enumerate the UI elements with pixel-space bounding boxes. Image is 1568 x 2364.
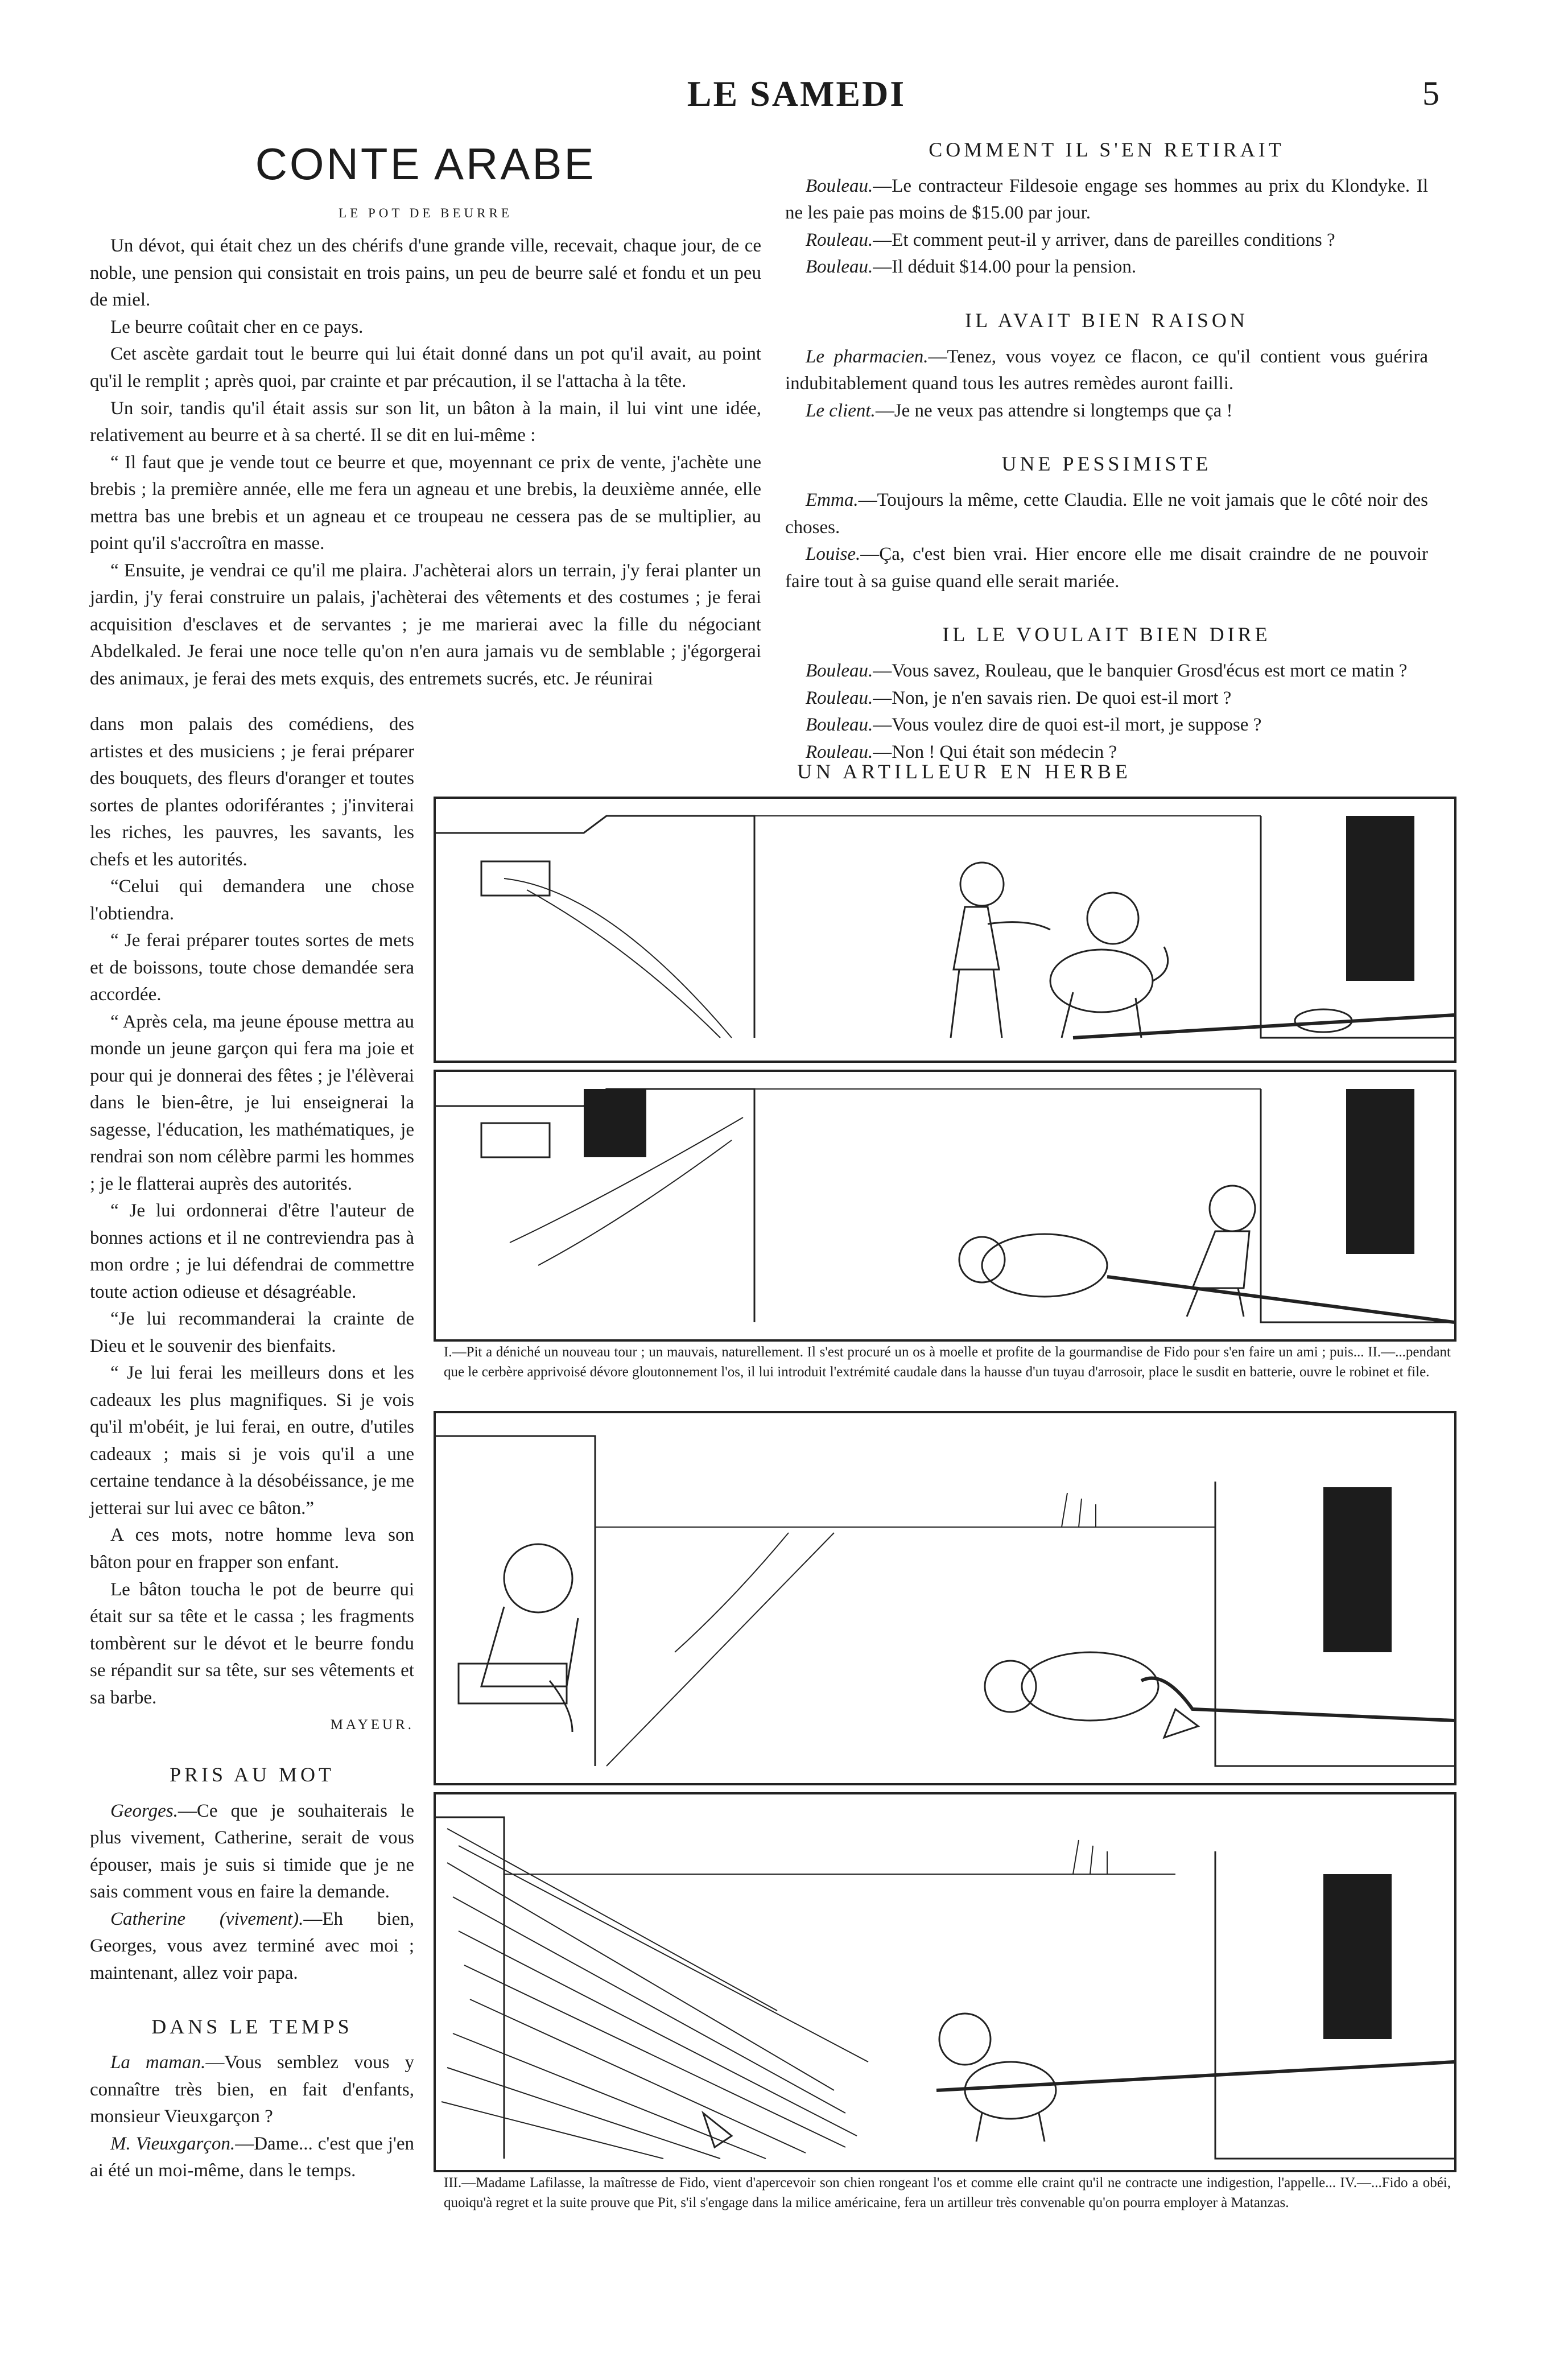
conte-signature: MAYEUR.: [330, 1717, 414, 1733]
dialogue-line: [785, 685, 1428, 712]
speech: —Non, je n'en savais rien. De quoi est-il mort ?: [873, 687, 1232, 708]
speaker: Emma.: [806, 490, 859, 511]
left-narrow-column: [90, 711, 414, 2185]
conte-paragraph: “ Ensuite, je vendrai ce qu'il me plaira. J'achèterai alors un terrain, j'y ferai planter un jardin, j'y ferai construire un palais, j'achèterai des vêtements et des costumes ; je ferai acquisition d'esclaves et de servantes ; je me marierai avec la fille du négociant Abdelkaled. Je ferai une noce telle qu'on n'en aura jamais vu de semblable ; j'égorgerai des animaux, je ferai des mets exquis, des entremets sucrés, etc. Je réunirai: [90, 560, 761, 689]
conte-paragraph: dans mon palais des comédiens, des artistes et des musiciens ; je ferai préparer des bouquets, des fleurs d'oranger et toutes sortes de plantes odoriférantes ; j'inviterai les riches, les pauvres, les savants, les chefs et les autorités.: [90, 714, 414, 870]
conte-paragraph: “ Je lui ordonnerai d'être l'auteur de bonnes actions et il ne contreviendra pas à mon ordre ; je lui défendrai de commettre toute action odieuse et désagréable.: [90, 1200, 414, 1302]
conte-paragraph: Le beurre coûtait cher en ce pays.: [110, 316, 364, 337]
comic-panel-1: [434, 797, 1456, 1063]
dialogue-line: [785, 712, 1428, 739]
speech: —Vous savez, Rouleau, que le banquier Grosd'écus est mort ce matin ?: [873, 660, 1408, 681]
newspaper-title: LE SAMEDI: [687, 73, 906, 114]
conte-paragraph: “ Je ferai préparer toutes sortes de mets et de boissons, toute chose demandée sera accordée.: [90, 930, 414, 1005]
comic-caption-1: I.—Pit a déniché un nouveau tour ; un mauvais, naturellement. Il s'est procuré un os à moelle et profite de la gourmandise de Fido pour s'en faire un ami ; puis... II.—...pendant que le cerbère apprivoisé dévore gloutonnement l'os, il lui introduit l'extrémité caudale dans la hausse d'un tuyau d'arrosoir, place le susdit en batterie, ouvre le robinet et file.: [444, 1344, 1451, 1380]
speech: —Le contracteur Fildesoie engage ses hommes au prix du Klondyke. Il ne les paie pas moins de $15.00 par jour.: [785, 175, 1428, 224]
speech: —Toujours la même, cette Claudia. Elle ne voit jamais que le côté noir des choses.: [785, 490, 1428, 538]
conte-title: CONTE ARABE: [255, 139, 596, 189]
dialogue-line: [785, 344, 1428, 398]
conte-paragraph: “Je lui recommanderai la crainte de Dieu et le souvenir des bienfaits.: [90, 1309, 414, 1356]
retirait-title: COMMENT IL S'EN RETIRAIT: [929, 138, 1285, 161]
panel-3-drawing: [436, 1413, 1454, 1783]
conte-paragraph: Cet ascète gardait tout le beurre qui lui était donné dans un pot qu'il avait, au point qu'il le remplit ; après quoi, par crainte et par précaution, il se l'attacha à la tête.: [90, 344, 761, 391]
raison-title: IL AVAIT BIEN RAISON: [965, 308, 1248, 332]
conte-paragraph: A ces mots, notre homme leva son bâton pour en frapper son enfant.: [90, 1525, 414, 1573]
conte-paragraph: “Celui qui demandera une chose l'obtiendra.: [90, 876, 414, 924]
speech: —Non ! Qui était son médecin ?: [873, 741, 1117, 762]
speech: —Je ne veux pas attendre si longtemps que ça !: [875, 400, 1233, 421]
dialogue-line: [90, 1798, 414, 1906]
panel-4-drawing: [436, 1794, 1454, 2170]
dialogue-line: [90, 2049, 414, 2131]
pris-au-mot-title: PRIS AU MOT: [169, 1763, 335, 1787]
speaker: Catherine (vivement).: [110, 1908, 304, 1929]
dialogue-line: [785, 487, 1428, 541]
conte-paragraph: “ Il faut que je vende tout ce beurre et que, moyennant ce prix de vente, j'achète une brebis ; la première année, elle me fera un agneau et une brebis, la deuxième année, elle mettra bas une brebis et un agneau et ce troupeau ne cessera pas de se multiplier, au point qu'il s'accroîtra en masse.: [90, 452, 761, 554]
right-jokes-column: [785, 132, 1428, 766]
comic-panel-2: [434, 1070, 1456, 1342]
panel-2-drawing: [436, 1072, 1454, 1339]
dialogue-line: [785, 541, 1428, 595]
speech: —Ça, c'est bien vrai. Hier encore elle me disait craindre de ne pouvoir faire tout à sa guise quand elle serait mariée.: [785, 544, 1428, 592]
comic-title: UN ARTILLEUR EN HERBE: [797, 760, 1132, 783]
dialogue-line: [785, 173, 1428, 227]
speech: —Vous voulez dire de quoi est-il mort, je suppose ?: [873, 715, 1262, 736]
speech: —Dame... c'est que j'en ai été un moi-même, dans le temps.: [90, 2133, 414, 2181]
dialogue-line: [785, 398, 1428, 425]
conte-paragraph: Un soir, tandis qu'il était assis sur son lit, un bâton à la main, il lui vint une idée, relativement au beurre et à sa cherté. Il se dit en lui-même :: [90, 398, 761, 446]
speech: —Ce que je souhaiterais le plus vivement, Catherine, serait de vous épouser, mais je suis si timide que je ne sais comment vous en faire la demande.: [90, 1800, 414, 1903]
dialogue-line: [785, 227, 1428, 254]
conte-paragraph: “ Après cela, ma jeune épouse mettra au monde un jeune garçon qui fera ma joie et pour qui je donnerai des fêtes ; je l'élèverai dans le bien-être, je lui enseignerai la sagesse, l'éducation, les mathématiques, je rendrai son nom célèbre parmi les hommes ; je le flatterai auprès des autorités.: [90, 1011, 414, 1194]
comic-panel-3: [434, 1411, 1456, 1785]
conte-paragraph: Un dévot, qui était chez un des chérifs d'une grande ville, recevait, chaque jour, de ce noble, une pension qui consistait en trois pains, un peu de beurre salé et fondu et un peu de miel.: [90, 236, 761, 311]
speaker: Le client.: [806, 400, 876, 421]
page-header: [0, 63, 1568, 119]
speaker: Rouleau.: [806, 229, 873, 250]
dans-le-temps-title: DANS LE TEMPS: [151, 2015, 353, 2038]
dialogue-line: [785, 254, 1428, 281]
speaker: Georges.: [110, 1800, 178, 1821]
comic-caption-2: III.—Madame Lafilasse, la maîtresse de Fido, vient d'apercevoir son chien rongeant l'os et comme elle craint qu'il ne contracte une indigestion, l'appelle... IV.—...Fido a obéi, quoiqu'à regret et la suite prouve que Pit, s'il s'engage dans la milice américaine, fera un artilleur très convenable qu'on pourra employer à Matanzas.: [444, 2175, 1451, 2210]
speaker: Bouleau.: [806, 660, 873, 681]
dialogue-line: [90, 1906, 414, 1987]
speaker: Le pharmacien.: [806, 346, 929, 367]
pessimiste-title: UNE PESSIMISTE: [1001, 452, 1212, 476]
speech: —Il déduit $14.00 pour la pension.: [873, 257, 1137, 278]
speaker: Rouleau.: [806, 741, 873, 762]
speaker: La maman.: [110, 2052, 206, 2073]
page-number: 5: [1422, 75, 1439, 112]
dialogue-line: [90, 2131, 414, 2185]
dialogue-line: [785, 658, 1428, 685]
conte-subtitle: LE POT DE BEURRE: [339, 206, 513, 221]
speaker: Rouleau.: [806, 687, 873, 708]
speech: —Tenez, vous voyez ce flacon, ce qu'il contient vous guérira indubitablement quand tous les autres remèdes auront failli.: [785, 346, 1428, 394]
voulait-title: IL LE VOULAIT BIEN DIRE: [942, 623, 1271, 646]
speech: —Eh bien, Georges, vous avez terminé avec moi ; maintenant, allez voir papa.: [90, 1908, 414, 1983]
speech: —Vous semblez vous y connaître très bien, en fait d'enfants, monsieur Vieuxgarçon ?: [90, 2052, 414, 2127]
comic-panel-4: [434, 1792, 1456, 2172]
conte-paragraph: “ Je lui ferai les meilleurs dons et les cadeaux les plus magnifiques. Si je vois qu'il m'obéit, je lui ferai, en outre, d'utiles cadeaux ; mais si je vois qu'il a une certaine tendance à la désobéissance, je me jetterai sur lui avec ce bâton.”: [90, 1363, 414, 1519]
speaker: M. Vieuxgarçon.: [110, 2133, 236, 2154]
conte-arabe-top: [90, 132, 761, 692]
conte-paragraph: Le bâton toucha le pot de beurre qui était sur sa tête et le cassa ; les fragments tombèrent sur le dévot et le beurre fondu se répandit sur sa tête, sur ses vêtements et sa barbe.: [90, 1579, 414, 1708]
panel-1-drawing: [436, 799, 1454, 1061]
speaker: Bouleau.: [806, 175, 873, 196]
speaker: Bouleau.: [806, 257, 873, 278]
speaker: Bouleau.: [806, 715, 873, 736]
speech: —Et comment peut-il y arriver, dans de pareilles conditions ?: [873, 229, 1335, 250]
speaker: Louise.: [806, 544, 861, 565]
